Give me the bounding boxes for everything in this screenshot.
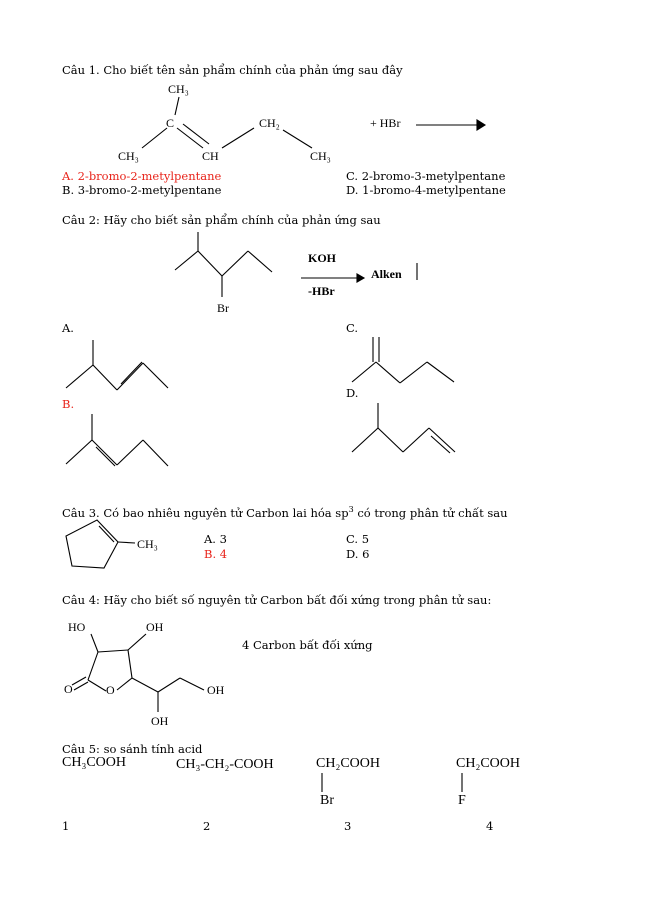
- q2-option-b[interactable]: B.: [62, 397, 75, 411]
- q1-ch3-left: CH₃: [118, 149, 139, 163]
- q3-question-text-end: có trong phân tử chất sau: [353, 505, 508, 520]
- q5-number-3: 3: [344, 819, 352, 833]
- q2-koh: KOH: [308, 251, 337, 265]
- q5-compound-1: CH₃COOH: [62, 755, 126, 770]
- q3-substituent: CH₃: [137, 537, 158, 551]
- q3-option-a[interactable]: A. 3: [204, 532, 227, 546]
- q4-oh-top: OH: [146, 620, 164, 634]
- q5-substituent-f: F: [458, 793, 466, 808]
- q5-substituent-br: Br: [320, 793, 334, 808]
- q1-ch3-top: CH₃: [168, 82, 189, 96]
- q4-answer: 4 Carbon bất đối xứng: [242, 638, 373, 652]
- q1-ch: CH: [202, 149, 219, 163]
- q2-option-d[interactable]: D.: [346, 386, 359, 400]
- q3-option-d[interactable]: D. 6: [346, 547, 370, 561]
- q1-ch2: CH₂: [259, 116, 280, 130]
- q1-option-b[interactable]: B. 3-bromo-2-metylpentane: [62, 183, 222, 197]
- q1-reagent: + HBr: [370, 116, 401, 130]
- q4-o-carbonyl: O: [64, 682, 73, 696]
- q5-compound-3: CH₂COOH: [316, 756, 380, 771]
- q5-compound-2: CH₃-CH₂-COOH: [176, 757, 274, 772]
- q5-number-1: 1: [62, 819, 70, 833]
- q1-c: C: [166, 116, 175, 130]
- q1-question: Câu 1. Cho biết tên sản phẩm chính của phản ứng sau đây: [62, 63, 403, 77]
- q5-number-4: 4: [486, 819, 494, 833]
- q2-product: Alken: [371, 267, 402, 281]
- q3-question-text: Câu 3. Có bao nhiêu nguyên tử Carbon lai hóa sp: [62, 505, 349, 520]
- q1-option-a[interactable]: A. 2-bromo-2-metylpentane: [62, 169, 222, 183]
- q4-ho: HO: [68, 620, 86, 634]
- q2-option-a[interactable]: A.: [62, 321, 74, 335]
- q2-option-c[interactable]: C.: [346, 321, 359, 335]
- q3-option-c[interactable]: C. 5: [346, 532, 370, 546]
- q1-ch3-right: CH₃: [310, 149, 331, 163]
- q5-compound-4: CH₂COOH: [456, 756, 520, 771]
- q4-oh-right: OH: [207, 683, 225, 697]
- q2-br: Br: [217, 301, 229, 315]
- q1-option-c[interactable]: C. 2-bromo-3-metylpentane: [346, 169, 506, 183]
- q5-question: Câu 5: so sánh tính acid: [62, 742, 203, 756]
- q5-number-2: 2: [203, 819, 211, 833]
- q4-question: Câu 4: Hãy cho biết số nguyên tử Carbon bất đối xứng trong phân tử sau:: [62, 593, 492, 607]
- q4-oh-bottom: OH: [151, 714, 169, 728]
- q2-question: Câu 2: Hãy cho biết sản phẩm chính của phản ứng sau: [62, 213, 381, 227]
- q1-option-d[interactable]: D. 1-bromo-4-metylpentane: [346, 183, 506, 197]
- q3-question-sup: 3: [348, 505, 354, 514]
- q2-minus-hbr: -HBr: [308, 284, 335, 298]
- q3-option-b[interactable]: B. 4: [204, 547, 228, 561]
- q4-o-ring: O: [106, 683, 115, 697]
